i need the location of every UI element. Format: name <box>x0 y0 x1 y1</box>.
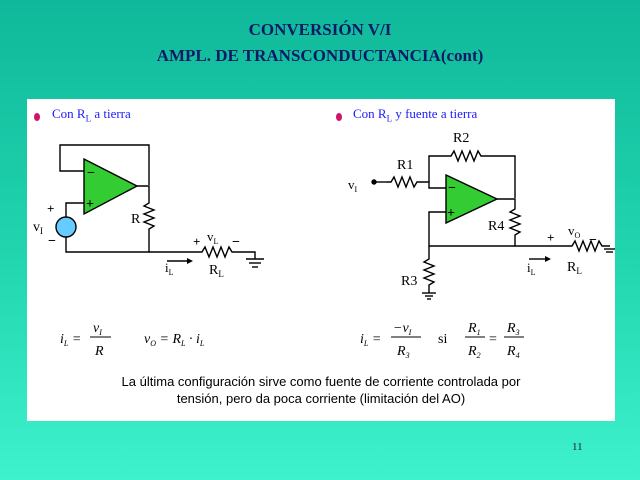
svg-text:+: + <box>447 206 455 221</box>
svg-text:−: − <box>232 235 240 250</box>
svg-text:R2: $R_2$ <box>468 344 481 360</box>
svg-text:si: si <box>438 332 448 347</box>
svg-text:+: + <box>547 230 555 245</box>
svg-text:−: − <box>87 166 95 181</box>
slide-title-line1: CONVERSIÓN V/I <box>248 20 392 39</box>
left-equations <box>60 321 205 359</box>
footnote-line2: tensión, pero da poca corriente (limitación del AO) <box>176 391 466 406</box>
svg-text:−: − <box>448 181 456 196</box>
svg-text:+: + <box>47 201 55 216</box>
label-R1: R1 <box>397 158 414 173</box>
content-panel <box>27 99 615 421</box>
svg-text:vI: $v_I$ <box>93 321 102 337</box>
svg-text:R4: $R_4$ <box>507 344 520 360</box>
label-RL-right: $R_L$ <box>567 260 582 276</box>
left-heading: Con $R_L$ a tierra <box>52 106 131 124</box>
label-iL-right: $i_L$ <box>527 260 536 277</box>
label-vI-left: $v_I$ <box>33 220 43 236</box>
svg-text:=: = <box>489 332 497 347</box>
label-vO-right: $v_O$ <box>568 223 581 240</box>
footnote-line1: La última configuración sirve como fuente de corriente controlada por <box>121 374 521 389</box>
right-heading: Con $R_L$ y fuente a tierra <box>353 106 478 124</box>
voltage-source-icon <box>56 217 76 237</box>
svg-text:+: + <box>86 197 94 212</box>
svg-text:R: R <box>95 344 104 359</box>
label-R4: R4 <box>488 219 505 234</box>
slide-title-line2: AMPL. DE TRANSCONDUCTANCIA(cont) <box>156 46 484 65</box>
page-number: 11 <box>572 441 583 453</box>
svg-text:iL =: $i_L$ = <box>60 332 82 348</box>
svg-text:iL =: $i_L$ = <box>360 332 382 348</box>
svg-text:R3: $R_3$ <box>397 344 410 360</box>
label-R2: R2 <box>453 131 470 146</box>
label-R3: R3 <box>401 274 418 289</box>
svg-text:−vI: $-v_I$ <box>393 321 412 337</box>
svg-text:−: − <box>48 234 56 249</box>
svg-text:−: − <box>589 233 597 248</box>
label-vL-left: $v_L$ <box>207 229 219 246</box>
label-RL-left: $R_L$ <box>209 263 224 279</box>
right-equations <box>360 321 524 360</box>
svg-text:R1: $R_1$ <box>468 321 481 337</box>
svg-text:R3: $R_3$ <box>507 321 520 337</box>
label-R-left: R <box>131 212 141 227</box>
svg-text:+: + <box>193 234 201 249</box>
label-vI-right: $v_I$ <box>348 177 358 194</box>
svg-text:vO = RL · iL: $v_O = R_L \cdot i_L$ <box>144 332 205 348</box>
label-iL-left: $i_L$ <box>165 260 174 277</box>
